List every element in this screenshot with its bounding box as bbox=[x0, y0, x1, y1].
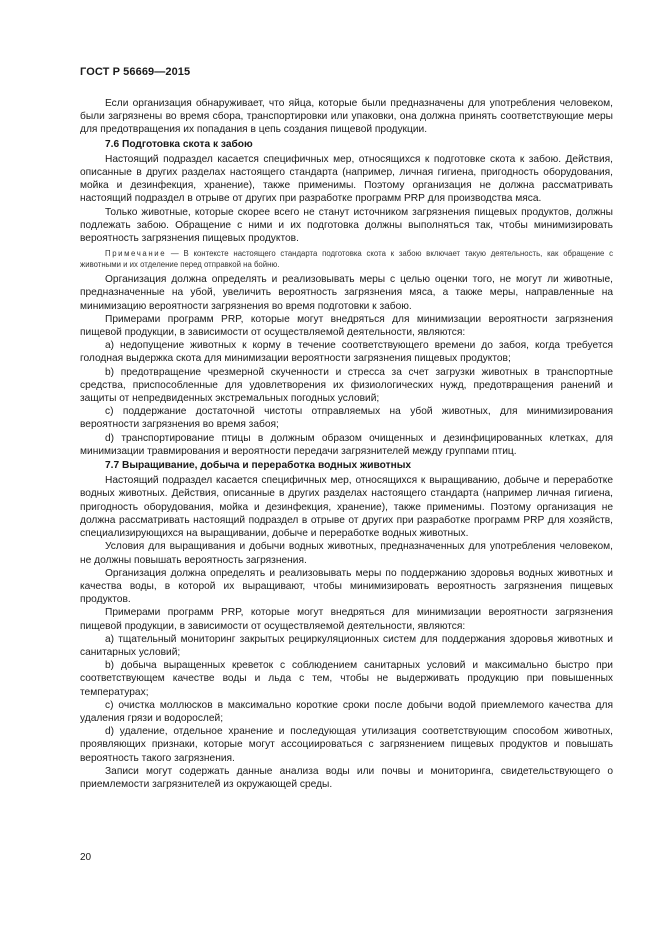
list-item: a) тщательный мониторинг закрытых рециркуляционных систем для поддержания здоровья животных и санитарных условий; bbox=[80, 633, 613, 658]
section-7-6-note bbox=[80, 248, 613, 270]
section-7-7-paragraph-5: Записи могут содержать данные анализа воды или почвы и мониторинга, свидетельствующего о приемлемости загрязнителей из окружающей среды. bbox=[80, 765, 613, 790]
section-7-7-paragraph-4: Примерами программ PRP, которые могут внедряться для минимизации вероятности загрязнения пищевой продукции, в зависимости от осуществляемой деятельности, являются: bbox=[80, 607, 613, 632]
section-7-6-paragraph-2: Только животные, которые скорее всего не станут источником загрязнения пищевых продуктов, должны подлежать забою. Обращение с ними и их подготовка должны выполняться так, чтобы минимизировать вероятность загрязнения пищевых продуктов. bbox=[80, 206, 613, 245]
intro-paragraph: Если организация обнаруживает, что яйца, которые были предназначены для употребления человеком, были загрязнены во время сбора, транспортировки или упаковки, она должна принять соответствующие меры для предотвращения их попадания в цепь создания пищевой продукции. bbox=[80, 98, 613, 136]
page-body bbox=[80, 97, 613, 791]
section-7-7-paragraph-2: Условия для выращивания и добычи водных животных, предназначенных для употребления человеком, не должны повышать вероятность загрязнения. bbox=[80, 541, 613, 566]
list-item: b) предотвращение чрезмерной скученности и стресса за счет загрузки животных в транспортные средства, приспособленные для удовлетворения их физиологических нужд, предотвращения ранений и защиты от непредвиденных экстремальных погодных условий; bbox=[80, 366, 613, 405]
list-item: d) транспортирование птицы в должным образом очищенных и дезинфицированных клетках, для минимизации травмирования и вероятности передачи загрязнителей между группами птиц. bbox=[80, 432, 613, 457]
note-label: Примечание bbox=[105, 249, 167, 259]
section-7-6-paragraph-1: Настоящий подраздел касается специфичных мер, относящихся к подготовке скота к забою. Действия, описанные в других разделах настоящего стандарта (например, личная гигиена, пригодность оборудования, мойка и дезинфекция, хранение), также применимы. Поэтому организация не должна рассматривать настоящий подраздел в отрыве от других при разработке программ PRP для производства мяса. bbox=[80, 153, 613, 205]
section-7-7-heading: 7.7 Выращивание, добыча и переработка водных животных bbox=[105, 460, 412, 472]
section-7-6-heading: 7.6 Подготовка скота к забою bbox=[105, 138, 253, 150]
list-item: a) недопущение животных к корму в течение соответствующего времени до забоя, когда требуется голодная выдержка скота для минимизации вероятности загрязнения пищевых продуктов; bbox=[80, 340, 613, 365]
page-number: 20 bbox=[80, 852, 92, 863]
list-item: b) добыча выращенных креветок с соблюдением санитарных условий и максимально быстро при соответствующем качестве воды и льда с тем, чтобы не выдерживать продукцию при повышенных температурах; bbox=[80, 660, 613, 698]
section-7-6-paragraph-3: Организация должна определять и реализовывать меры с целью оценки того, не могут ли животные, предназначенные на убой, увеличить вероятность загрязнения мяса, а также меры, направленные на минимизацию вероятности загрязнения во время подготовки к забою. bbox=[80, 274, 613, 312]
section-7-6-paragraph-4: Примерами программ PRP, которые могут внедряться для минимизации вероятности загрязнения пищевой продукции, в зависимости от осуществляемой деятельности, являются: bbox=[80, 313, 613, 339]
note-text: — В контексте настоящего стандарта подготовка скота к забою включает такую деятельность, как обращение с животными и их отделение перед отправкой на бойню. bbox=[80, 249, 614, 270]
list-item: c) очистка моллюсков в максимально короткие сроки после добычи водой приемлемого качества для удаления грязи и водорослей; bbox=[80, 699, 613, 724]
list-item: c) поддержание достаточной чистоты отправляемых на убой животных, для минимизирования вероятности загрязнения во время забоя; bbox=[80, 406, 613, 431]
standard-header: ГОСТ Р 56669—2015 bbox=[80, 66, 191, 78]
section-7-7-paragraph-1: Настоящий подраздел касается специфичных мер, относящихся к выращиванию, добыче и переработке водных животных. Действия, описанные в других разделах настоящего стандарта (например личная гигиена, пригодность оборудования, мойка и дезинфекция, хранение), также применимы. Поэтому организация не должна рассматривать настоящий подраздел в отрыве от других при разработке программ PRP для хозяйств, специализирующихся на выращивании, добыче и переработке водных животных. bbox=[80, 475, 613, 540]
section-7-7-paragraph-3: Организация должна определять и реализовывать меры по поддержанию здоровья водных животных и качества воды, в которой их выращивают, чтобы минимизировать вероятность загрязнения пищевых продуктов. bbox=[80, 567, 613, 606]
list-item: d) удаление, отдельное хранение и последующая утилизация соответствующим способом животных, проявляющих признаки, которые могут ассоциироваться с загрязнением пищевых продуктов и повышать вероятность такого загрязнения. bbox=[80, 726, 613, 764]
